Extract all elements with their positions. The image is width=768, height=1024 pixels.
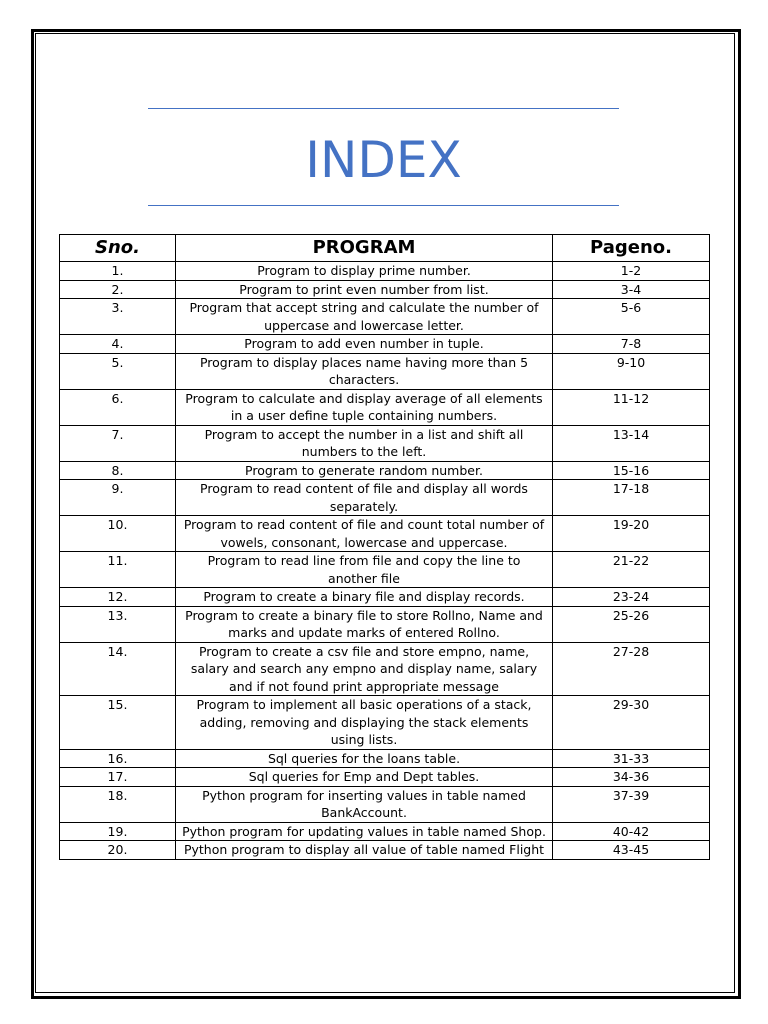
table-row <box>60 335 710 354</box>
row-sno: 11. <box>60 552 176 588</box>
row-sno: 20. <box>60 841 176 860</box>
row-pageno: 37-39 <box>553 786 710 822</box>
row-pageno: 5-6 <box>553 299 710 335</box>
row-program: Program to implement all basic operations of a stack, adding, removing and displaying the stack elements using lists. <box>176 696 553 750</box>
table-row <box>60 516 710 552</box>
row-program: Sql queries for Emp and Dept tables. <box>176 768 553 787</box>
row-program: Program to accept the number in a list and shift all numbers to the left. <box>176 425 553 461</box>
table-row <box>60 389 710 425</box>
row-program: Program to read line from file and copy the line to another file <box>176 552 553 588</box>
row-program: Python program for updating values in table named Shop. <box>176 822 553 841</box>
row-program: Program to create a csv file and store empno, name, salary and search any empno and display name, salary and if not found print appropriate message <box>176 642 553 696</box>
row-sno: 17. <box>60 768 176 787</box>
row-pageno: 7-8 <box>553 335 710 354</box>
table-header-row <box>60 235 710 262</box>
title-rule-top <box>148 108 619 109</box>
row-program: Program to print even number from list. <box>176 280 553 299</box>
table-row <box>60 353 710 389</box>
row-sno: 15. <box>60 696 176 750</box>
table-row <box>60 480 710 516</box>
row-pageno: 34-36 <box>553 768 710 787</box>
row-pageno: 17-18 <box>553 480 710 516</box>
table-row <box>60 425 710 461</box>
row-pageno: 29-30 <box>553 696 710 750</box>
table-row <box>60 749 710 768</box>
row-pageno: 11-12 <box>553 389 710 425</box>
row-pageno: 27-28 <box>553 642 710 696</box>
row-program: Python program for inserting values in table named BankAccount. <box>176 786 553 822</box>
table-row <box>60 786 710 822</box>
row-sno: 10. <box>60 516 176 552</box>
row-program: Program to calculate and display average of all elements in a user define tuple containing numbers. <box>176 389 553 425</box>
row-sno: 9. <box>60 480 176 516</box>
row-program: Python program to display all value of table named Flight <box>176 841 553 860</box>
title-rule-bottom <box>148 205 619 206</box>
table-row <box>60 642 710 696</box>
row-sno: 7. <box>60 425 176 461</box>
row-program: Program to display places name having more than 5 characters. <box>176 353 553 389</box>
table-row <box>60 299 710 335</box>
row-pageno: 9-10 <box>553 353 710 389</box>
row-sno: 5. <box>60 353 176 389</box>
row-program: Program to add even number in tuple. <box>176 335 553 354</box>
row-sno: 19. <box>60 822 176 841</box>
row-program: Program to create a binary file and display records. <box>176 588 553 607</box>
header-sno: Sno. <box>60 235 176 262</box>
row-pageno: 3-4 <box>553 280 710 299</box>
row-pageno: 19-20 <box>553 516 710 552</box>
header-program: PROGRAM <box>176 235 553 262</box>
table-row <box>60 696 710 750</box>
row-sno: 18. <box>60 786 176 822</box>
table-row <box>60 280 710 299</box>
row-program: Program that accept string and calculate the number of uppercase and lowercase letter. <box>176 299 553 335</box>
row-pageno: 21-22 <box>553 552 710 588</box>
row-pageno: 40-42 <box>553 822 710 841</box>
table-row <box>60 262 710 281</box>
table-row <box>60 552 710 588</box>
row-pageno: 13-14 <box>553 425 710 461</box>
row-sno: 13. <box>60 606 176 642</box>
table-row <box>60 606 710 642</box>
row-sno: 14. <box>60 642 176 696</box>
page-title: INDEX <box>305 131 462 189</box>
row-pageno: 15-16 <box>553 461 710 480</box>
table-row <box>60 822 710 841</box>
row-sno: 8. <box>60 461 176 480</box>
row-pageno: 31-33 <box>553 749 710 768</box>
index-table <box>59 234 710 860</box>
row-program: Program to read content of file and display all words separately. <box>176 480 553 516</box>
table-row <box>60 461 710 480</box>
table-row <box>60 768 710 787</box>
row-pageno: 43-45 <box>553 841 710 860</box>
row-pageno: 23-24 <box>553 588 710 607</box>
table-row <box>60 841 710 860</box>
row-pageno: 1-2 <box>553 262 710 281</box>
row-sno: 12. <box>60 588 176 607</box>
row-program: Program to generate random number. <box>176 461 553 480</box>
row-sno: 3. <box>60 299 176 335</box>
table-row <box>60 588 710 607</box>
row-program: Program to display prime number. <box>176 262 553 281</box>
row-program: Program to create a binary file to store Rollno, Name and marks and update marks of entered Rollno. <box>176 606 553 642</box>
row-program: Sql queries for the loans table. <box>176 749 553 768</box>
row-program: Program to read content of file and count total number of vowels, consonant, lowercase and uppercase. <box>176 516 553 552</box>
row-sno: 4. <box>60 335 176 354</box>
row-sno: 6. <box>60 389 176 425</box>
row-sno: 2. <box>60 280 176 299</box>
row-sno: 1. <box>60 262 176 281</box>
header-pageno: Pageno. <box>553 235 710 262</box>
row-sno: 16. <box>60 749 176 768</box>
row-pageno: 25-26 <box>553 606 710 642</box>
